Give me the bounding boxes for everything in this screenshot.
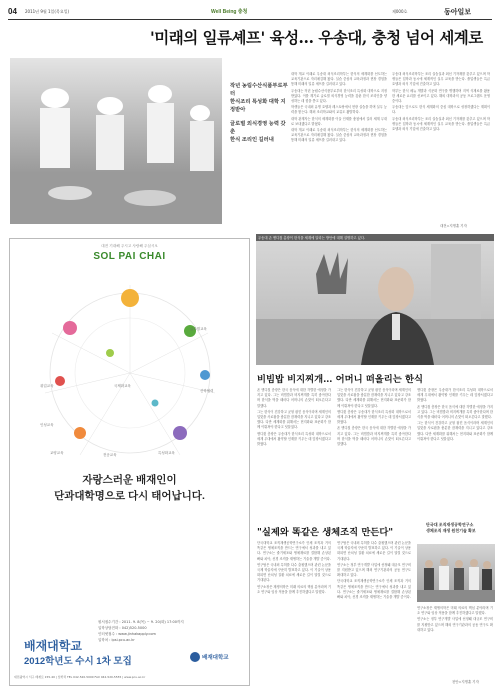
ad-node-label: 산학협력 — [200, 389, 214, 393]
university-ad — [9, 238, 250, 686]
ad-school-name: 배재대학교 — [24, 639, 82, 653]
contact-line: 원서접수기간 : 2011. 9. 8(목) ~ 9. 20(화) 17:00까지 — [98, 620, 184, 624]
story3-headline: "실제와 똑같은 생체조직 만든다" — [257, 527, 394, 538]
ad-node-label: 특성화교육 — [158, 451, 175, 455]
issue-date: 2011년 9월 1일(목요일) — [25, 9, 70, 14]
ad-slogan-line1: 자랑스러운 배재인이 — [82, 474, 177, 486]
subhead-line: 작년 농림수산식품부로부터 — [230, 83, 288, 97]
interview-body-col3: 엔디컷 총장은 우송대가 한식조리 특성화 대학으로서 세계 무대에서 활약할 인재를 키우는 데 앞장서겠다고 밝혔다. 존 엔디컷 총장은 한국 음식에 대한 각별한 애정을 가지고 있다. 그는 비빔밥과 비지찌개를 특히 좋아한다며 한식을 먹을 때마다 어머니의 손맛이 떠오른다고 말했다. 그는 한식이 건강하고 균형 잡힌 음식이라며 세계인의 입맛을 사로잡을 충분한 잠재력을 지니고 있다고 강조했다. 다만 세계화를 위해서는 현지화와 표준화가 함께 이뤄져야 한다고 덧붙였다. — [417, 388, 493, 441]
group-photo — [417, 544, 495, 602]
logo-text: 배재대학교 — [202, 655, 229, 661]
contact-line: 입학처 : ipsi.pcu.ac.kr — [98, 638, 135, 642]
story3-body-col3: 연구소장은 재생의학은 미래 의료의 핵심 분야라며 기초 연구와 임상 적용을 함께 추진하겠다고 말했다. 연구소는 정부 연구개발 사업에 선정돼 대규모 연구비를 지원받고 있으며 해외 연구기관과의 공동 연구도 확대하고 있다. — [417, 606, 493, 632]
ad-address: 대전광역시 서구 배재로 155-40 | 입학처 TEL 042-520-5000 FAX 042-520-5555 | www.pcu.ac.kr — [14, 675, 146, 679]
issue-number: 제000호 — [392, 9, 408, 14]
ad-brand: SOL PAI CHAI — [93, 251, 166, 262]
ad-node-label: 국제화교육 — [114, 384, 131, 388]
page-header — [8, 6, 492, 20]
interview-headline: 비빔밥 비지찌개… 어머니 떠올리는 한식 — [257, 374, 423, 385]
paper-name: 동아일보 — [444, 7, 472, 16]
ad-node-label: 글로벌교육 — [190, 327, 207, 331]
headline: '미래의 일류셰프' 육성… 우송대, 충청 넘어 세계로 — [150, 28, 483, 47]
contact-line: 입학상담전화 : 042)520-5000 — [98, 626, 147, 630]
subhead-line: 글로벌 외식경영 능력 갖춘 — [230, 121, 286, 135]
ad-slogan-line2: 단과대학명으로 다시 태어납니다. — [54, 490, 205, 502]
section-label: Well Being 충청 — [211, 9, 248, 15]
page-number: 04 — [8, 7, 17, 16]
chefs-cooking-photo — [10, 58, 222, 224]
ad-node-label: 교양교육 — [50, 451, 64, 455]
story-body-col2: 우송대 외식조리학부는 조리 실습실과 최신 기자재를 갖추고 있으며 학생들은 입학과 동시에 체계적인 실무 교육을 받는다. 졸업생들은 특급 호텔과 외식 기업에 진출하고 있다. 학부는 한식 메뉴 개발과 식문화 연구를 병행하며 지역 식재료를 활용한 새로운 요리를 선보이고 있다. 해외 대학과의 공동 프로그램도 운영 중이다. 우송대는 앞으로도 한식 세계화의 중심 대학으로 성장하겠다는 계획이다. 우송대 외식조리학부는 조리 실습실과 최신 기자재를 갖추고 있으며 학생들은 입학과 동시에 체계적인 실무 교육을 받는다. 졸업생들은 특급 호텔과 외식 기업에 진출하고 있다. — [392, 72, 490, 132]
ad-recruit: 2012학년도 수시 1차 모집 — [24, 656, 132, 667]
researchers-photo — [417, 544, 495, 602]
deck-line: 생체조직 재생 원천기술 확보 — [426, 528, 476, 533]
ad-node-label: 인성교육 — [40, 423, 54, 427]
interview-body-col2: 그는 한식이 건강하고 균형 잡힌 음식이라며 세계인의 입맛을 사로잡을 충분한 잠재력을 지니고 있다고 강조했다. 다만 세계화를 위해서는 현지화와 표준화가 함께 이뤄져야 한다고 덧붙였다. 엔디컷 총장은 우송대가 한식조리 특성화 대학으로서 세계 무대에서 활약할 인재를 키우는 데 앞장서겠다고 밝혔다. 존 엔디컷 총장은 한국 음식에 대한 각별한 애정을 가지고 있다. 그는 비빔밥과 비지찌개를 특히 좋아한다며 한식을 먹을 때마다 어머니의 손맛이 떠오른다고 말했다. — [337, 388, 411, 447]
interview-body-col1: 존 엔디컷 총장은 한국 음식에 대한 각별한 애정을 가지고 있다. 그는 비빔밥과 비지찌개를 특히 좋아한다며 한식을 먹을 때마다 어머니의 손맛이 떠오른다고 말했다. 그는 한식이 건강하고 균형 잡힌 음식이라며 세계인의 입맛을 사로잡을 충분한 잠재력을 지니고 있다고 강조했다. 다만 세계화를 위해서는 현지화와 표준화가 함께 이뤄져야 한다고 덧붙였다. 엔디컷 총장은 우송대가 한식조리 특성화 대학으로서 세계 무대에서 활약할 인재를 키우는 데 앞장서겠다고 밝혔다. — [257, 388, 331, 447]
story-subheads — [230, 82, 290, 144]
byline: 대전=지명훈 기자 — [440, 224, 467, 228]
contact-line: 인터넷접수 : www.jinhakapply.com — [98, 632, 156, 636]
president-portrait — [256, 234, 494, 365]
story3-body-col2: 연구팀은 국내외 특허를 다수 출원했으며 관련 논문을 국제 학술지에 꾸준히 발표하고 있다. 이 기술이 상용화되면 난치성 질환 치료에 새로운 길이 열릴 것으로 기대된다. 연구소는 정부 연구개발 사업에 선정돼 대규모 연구비를 지원받고 있으며 해외 연구기관과의 공동 연구도 확대하고 있다. 단국대학교 조직재생공학연구소가 인체 조직과 거의 똑같은 생체조직을 만드는 연구에서 성과를 내고 있다. 연구소는 줄기세포와 생체재료를 결합해 손상된 뼈와 치아, 신경 조직을 재생하는 기술을 개발 중이다. — [337, 541, 411, 600]
school-logo — [190, 651, 242, 664]
main-photo — [10, 58, 222, 224]
photo-caption: 우송대 존 엔디컷 총장이 한식을 세계에 알리는 방안에 대해 설명하고 있다. — [256, 234, 494, 241]
ad-top-note: 대전 기대해 주시고 사랑해 주십시오 — [101, 244, 158, 248]
story3-body-col1: 단국대학교 조직재생공학연구소가 인체 조직과 거의 똑같은 생체조직을 만드는 연구에서 성과를 내고 있다. 연구소는 줄기세포와 생체재료를 결합해 손상된 뼈와 치아, 신경 조직을 재생하는 기술을 개발 중이다. 연구팀은 국내외 특허를 다수 출원했으며 관련 논문을 국제 학술지에 꾸준히 발표하고 있다. 이 기술이 상용화되면 난치성 질환 치료에 새로운 길이 열릴 것으로 기대된다. 연구소장은 재생의학은 미래 의료의 핵심 분야라며 기초 연구와 임상 적용을 함께 추진하겠다고 말했다. — [257, 541, 331, 594]
ad-node-label: 취업교육 — [40, 384, 54, 388]
story-body-col1: 대학 개교 이래로 우송대 외식조리학부는 한식의 세계화를 선도하는 교육기관으로 자리매김해 왔다. 실습 중심의 교육과정과 현장 경험을 통해 미래의 일류 셰프를 길러내고 있다. 우송대는 작년 농림수산식품부로부터 한식조리 특성화 대학으로 지정받았다. 이를 계기로 글로벌 외식경영 능력을 갖춘 한식 조리인을 양성하는 데 힘을 쏟고 있다. 학생들은 국내외 유명 호텔과 레스토랑에서 현장 실습을 하며 실무 능력을 쌓는다. 해외 조리학교와의 교류도 활발하다. 대학 관계자는 한식의 세계화를 이끌 인재를 충청에서 길러 세계 무대로 보내겠다고 밝혔다. 대학 개교 이래로 우송대 외식조리학부는 한식의 세계화를 선도하는 교육기관으로 자리매김해 왔다. 실습 중심의 교육과정과 현장 경험을 통해 미래의 일류 셰프를 길러내고 있다. — [291, 72, 387, 143]
ad-contact — [98, 619, 248, 643]
subhead-line: 한식조리 특성화 대학 지정받아 — [230, 99, 286, 113]
subhead-line: 한식 조리인 길러내 — [230, 137, 274, 143]
story3-deck — [426, 522, 496, 534]
interview-photo — [256, 234, 494, 365]
story3-byline: 천안=지명훈 기자 — [452, 680, 479, 684]
emblem-icon — [190, 652, 200, 662]
deck-line: 단국대 조직재생공학연구소 — [426, 522, 474, 527]
ad-graphic — [30, 273, 230, 473]
ad-node-label: 전공교육 — [103, 453, 117, 457]
